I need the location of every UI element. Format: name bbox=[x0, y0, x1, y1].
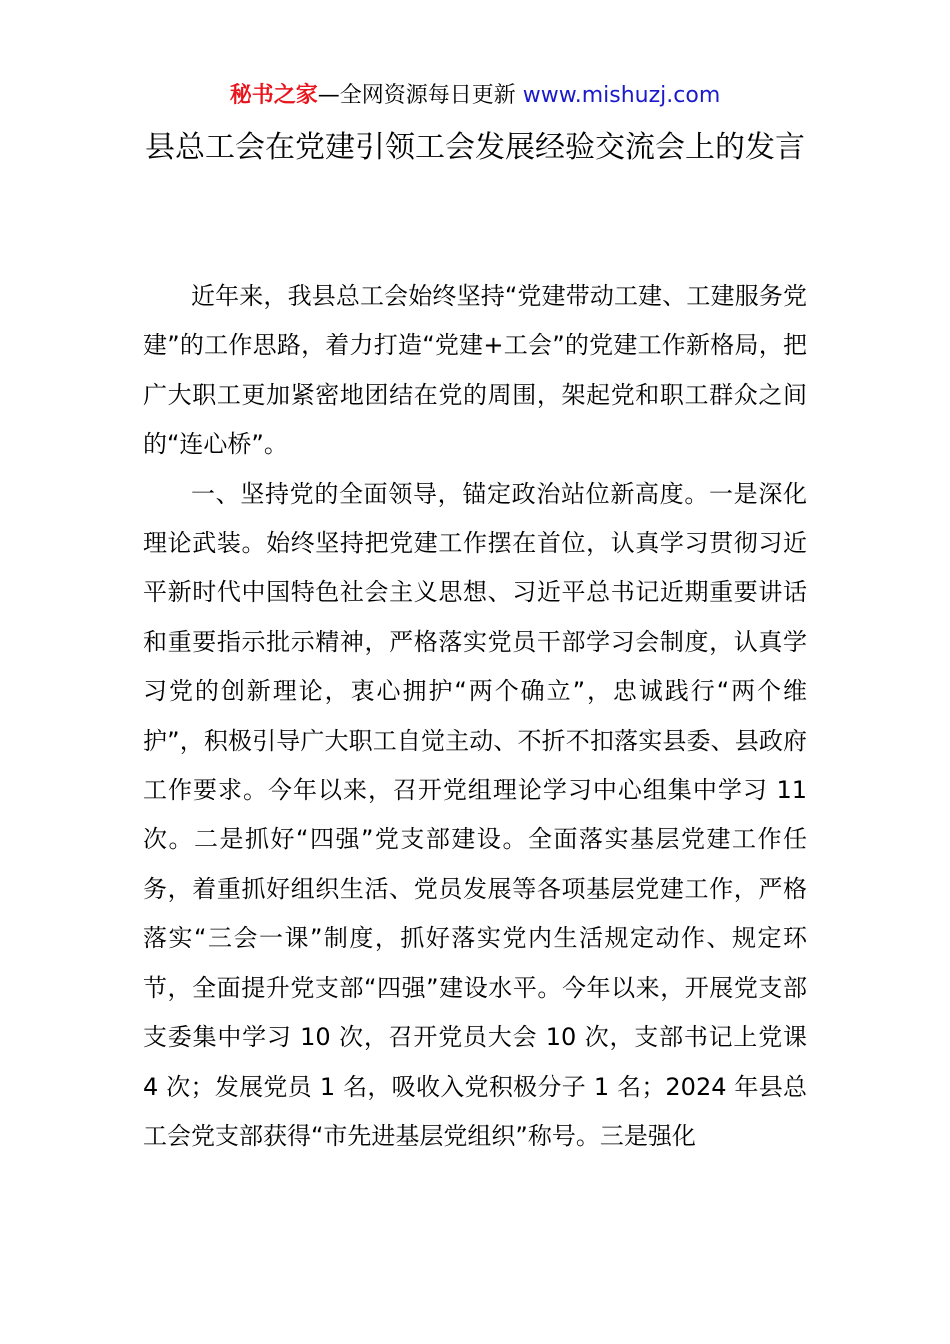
paragraph-intro: 近年来，我县总工会始终坚持“党建带动工建、工建服务党建”的工作思路，着力打造“党建+工会”的党建工作新格局，把广大职工更加紧密地团结在党的周围，架起党和职工群众之间的“连心桥”。 bbox=[143, 282, 807, 459]
document-body bbox=[143, 272, 807, 1161]
site-url-link[interactable]: www.mishuzj.com bbox=[522, 83, 721, 108]
paragraph-section-one: 一、坚持党的全面领导，锚定政治站位新高度。一是深化理论武装。始终坚持把党建工作摆在首位，认真学习贯彻习近平新时代中国特色社会主义思想、习近平总书记近期重要讲话和重要指示批示精神，严格落实党员干部学习会制度，认真学习党的创新理论，衷心拥护“两个确立”，忠诚践行“两个维护”，积极引导广大职工自觉主动、不折不扣落实县委、县政府工作要求。今年以来，召开党组理论学习中心组集中学习 11 次。二是抓好“四强”党支部建设。全面落实基层党建工作任务，着重抓好组织生活、党员发展等各项基层党建工作，严格落实“三会一课”制度，抓好落实党内生活规定动作、规定环节，全面提升党支部“四强”建设水平。今年以来，开展党支部支委集中学习 10 次，召开党员大会 10 次，支部书记上党课 4 次；发展党员 1 名，吸收入党积极分子 1 名；2024 年县总工会党支部获得“市先进基层党组织”称号。三是强化 bbox=[143, 479, 807, 1150]
brand-name: 秘书之家 bbox=[229, 83, 318, 108]
header-tagline: —全网资源每日更新 bbox=[317, 83, 516, 108]
document-title: 县总工会在党建引领工会发展经验交流会上的发言 bbox=[145, 130, 805, 165]
page-header bbox=[0, 80, 950, 112]
